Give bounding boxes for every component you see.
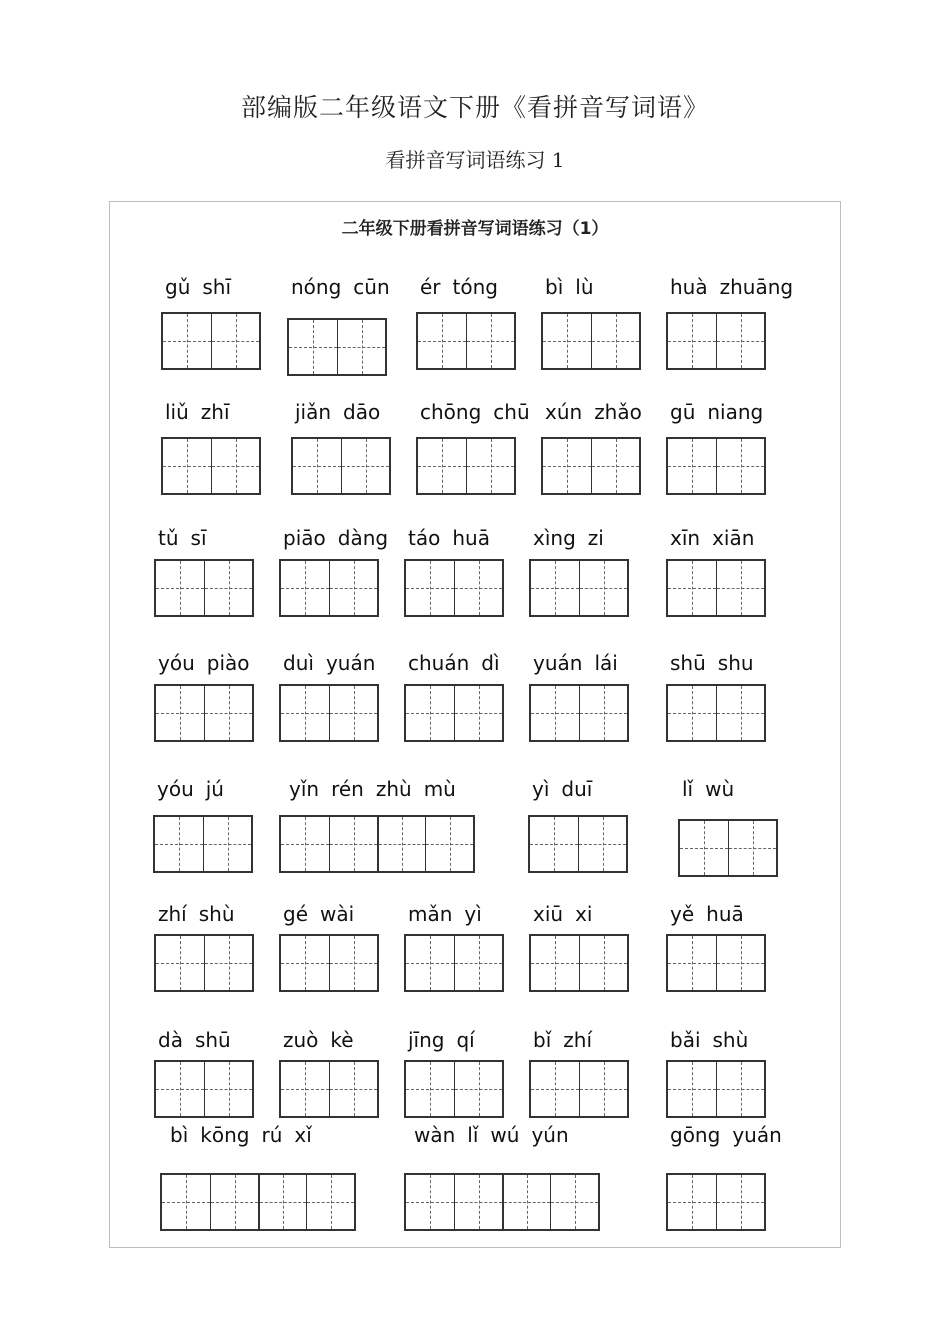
pinyin-syllable: zhí bbox=[563, 1028, 592, 1052]
writing-grid[interactable] bbox=[529, 559, 629, 617]
pinyin-syllable: bǎi bbox=[670, 1028, 701, 1052]
writing-grid[interactable] bbox=[161, 437, 261, 495]
character-cell[interactable] bbox=[454, 1062, 502, 1116]
pinyin-syllable: piāo bbox=[283, 526, 326, 550]
character-cell[interactable] bbox=[454, 936, 502, 990]
character-cell[interactable] bbox=[680, 821, 728, 875]
pinyin-syllable: bì bbox=[170, 1123, 189, 1147]
pinyin-syllable: piào bbox=[206, 651, 250, 675]
character-cell[interactable] bbox=[418, 439, 466, 493]
character-cell[interactable] bbox=[466, 314, 514, 368]
document-title: 部编版二年级语文下册《看拼音写词语》 bbox=[240, 93, 709, 122]
pinyin-label bbox=[545, 275, 606, 301]
pinyin-syllable: sī bbox=[190, 526, 207, 550]
pinyin-label bbox=[165, 275, 243, 301]
pinyin-syllable: tǔ bbox=[158, 526, 179, 550]
pinyin-syllable: gū bbox=[670, 400, 696, 424]
pinyin-syllable: yún bbox=[531, 1123, 569, 1147]
writing-grid[interactable] bbox=[279, 684, 379, 742]
pinyin-syllable: shù bbox=[712, 1028, 749, 1052]
writing-grid[interactable] bbox=[666, 312, 766, 370]
pinyin-label bbox=[170, 1123, 324, 1149]
pinyin-syllable: chū bbox=[493, 400, 530, 424]
pinyin-syllable: tóng bbox=[452, 275, 498, 299]
pinyin-syllable: xi bbox=[575, 902, 593, 926]
pinyin-syllable: duī bbox=[561, 777, 593, 801]
writing-grid[interactable] bbox=[154, 559, 254, 617]
pinyin-label bbox=[283, 526, 400, 552]
character-cell[interactable] bbox=[591, 439, 639, 493]
pinyin-label bbox=[408, 651, 512, 677]
worksheet bbox=[109, 201, 841, 1248]
pinyin-label bbox=[670, 400, 775, 426]
character-cell[interactable] bbox=[425, 817, 473, 871]
pinyin-syllable: gé bbox=[283, 902, 308, 926]
pinyin-syllable: wàn bbox=[414, 1123, 456, 1147]
pinyin-syllable: bì bbox=[545, 275, 564, 299]
pinyin-syllable: yì bbox=[532, 777, 550, 801]
writing-grid[interactable] bbox=[154, 934, 254, 992]
pinyin-syllable: mù bbox=[423, 777, 456, 801]
character-cell[interactable] bbox=[716, 1175, 764, 1229]
writing-grid[interactable] bbox=[404, 1060, 504, 1118]
character-cell[interactable] bbox=[531, 561, 579, 615]
pinyin-syllable: shī bbox=[202, 275, 232, 299]
pinyin-syllable: zhí bbox=[158, 902, 187, 926]
pinyin-syllable: gōng bbox=[670, 1123, 721, 1147]
pinyin-syllable: yì bbox=[464, 902, 482, 926]
character-cell[interactable] bbox=[163, 439, 211, 493]
pinyin-syllable: táo bbox=[408, 526, 441, 550]
pinyin-syllable: yóu bbox=[158, 651, 195, 675]
pinyin-syllable: kōng bbox=[200, 1123, 250, 1147]
pinyin-syllable: qí bbox=[456, 1028, 475, 1052]
character-cell[interactable] bbox=[258, 1175, 306, 1229]
writing-grid[interactable] bbox=[287, 318, 387, 376]
character-cell[interactable] bbox=[716, 686, 764, 740]
character-cell[interactable] bbox=[406, 561, 454, 615]
pinyin-syllable: xìng bbox=[533, 526, 576, 550]
pinyin-label bbox=[408, 1028, 487, 1054]
writing-grid[interactable] bbox=[279, 815, 475, 873]
writing-grid[interactable] bbox=[154, 1060, 254, 1118]
pinyin-syllable: yóu bbox=[157, 777, 194, 801]
character-cell[interactable] bbox=[163, 314, 211, 368]
character-cell[interactable] bbox=[204, 686, 252, 740]
pinyin-syllable: jú bbox=[205, 777, 224, 801]
character-cell[interactable] bbox=[550, 1175, 598, 1229]
pinyin-syllable: chuán bbox=[408, 651, 470, 675]
character-cell[interactable] bbox=[454, 561, 502, 615]
pinyin-syllable: wú bbox=[490, 1123, 520, 1147]
character-cell[interactable] bbox=[531, 686, 579, 740]
character-cell[interactable] bbox=[306, 1175, 354, 1229]
character-cell[interactable] bbox=[579, 686, 627, 740]
pinyin-syllable: zuò bbox=[283, 1028, 319, 1052]
pinyin-syllable: jīng bbox=[408, 1028, 445, 1052]
pinyin-label bbox=[165, 400, 242, 426]
writing-grid[interactable] bbox=[666, 437, 766, 495]
writing-grid[interactable] bbox=[666, 559, 766, 617]
writing-grid[interactable] bbox=[291, 437, 391, 495]
pinyin-syllable: huà bbox=[670, 275, 708, 299]
character-cell[interactable] bbox=[329, 561, 377, 615]
character-cell[interactable] bbox=[281, 686, 329, 740]
pinyin-syllable: yuán bbox=[533, 651, 583, 675]
document-subtitle: 看拼音写词语练习 1 bbox=[385, 148, 565, 172]
pinyin-label bbox=[670, 651, 766, 677]
pinyin-syllable: lǐ bbox=[467, 1123, 479, 1147]
pinyin-label bbox=[533, 651, 630, 677]
pinyin-syllable: xún bbox=[545, 400, 583, 424]
character-cell[interactable] bbox=[211, 439, 259, 493]
pinyin-syllable: xǐ bbox=[294, 1123, 312, 1147]
pinyin-label bbox=[670, 275, 805, 301]
writing-grid[interactable] bbox=[529, 1060, 629, 1118]
character-cell[interactable] bbox=[204, 561, 252, 615]
pinyin-syllable: zi bbox=[587, 526, 604, 550]
pinyin-syllable: zhī bbox=[200, 400, 230, 424]
character-cell[interactable] bbox=[155, 817, 203, 871]
writing-grid[interactable] bbox=[154, 684, 254, 742]
pinyin-syllable: xiū bbox=[533, 902, 564, 926]
pinyin-label bbox=[158, 1028, 243, 1054]
character-cell[interactable] bbox=[716, 314, 764, 368]
pinyin-label bbox=[289, 777, 468, 803]
pinyin-label bbox=[670, 1028, 760, 1054]
writing-grid[interactable] bbox=[416, 437, 516, 495]
character-cell[interactable] bbox=[668, 561, 716, 615]
pinyin-syllable: shu bbox=[717, 651, 754, 675]
pinyin-syllable: wài bbox=[320, 902, 355, 926]
character-cell[interactable] bbox=[211, 314, 259, 368]
worksheet-title: 二年级下册看拼音写词语练习（1） bbox=[341, 219, 609, 239]
character-cell[interactable] bbox=[591, 314, 639, 368]
character-cell[interactable] bbox=[418, 314, 466, 368]
pinyin-syllable: jiǎn bbox=[295, 400, 332, 424]
character-cell[interactable] bbox=[579, 1062, 627, 1116]
writing-grid[interactable] bbox=[666, 1173, 766, 1231]
pinyin-syllable: zhǎo bbox=[594, 400, 642, 424]
character-cell[interactable] bbox=[668, 1175, 716, 1229]
character-cell[interactable] bbox=[716, 936, 764, 990]
writing-grid[interactable] bbox=[678, 819, 778, 877]
character-cell[interactable] bbox=[156, 1062, 204, 1116]
writing-grid[interactable] bbox=[528, 815, 628, 873]
pinyin-syllable: dàng bbox=[337, 526, 389, 550]
writing-grid[interactable] bbox=[541, 312, 641, 370]
writing-grid[interactable] bbox=[529, 934, 629, 992]
pinyin-label bbox=[408, 902, 494, 928]
character-cell[interactable] bbox=[716, 439, 764, 493]
character-cell[interactable] bbox=[162, 1175, 210, 1229]
character-cell[interactable] bbox=[466, 439, 514, 493]
character-cell[interactable] bbox=[530, 817, 578, 871]
character-cell[interactable] bbox=[329, 936, 377, 990]
pinyin-label bbox=[158, 651, 262, 677]
character-cell[interactable] bbox=[716, 1062, 764, 1116]
character-cell[interactable] bbox=[406, 686, 454, 740]
writing-grid[interactable] bbox=[666, 934, 766, 992]
pinyin-label bbox=[532, 777, 604, 803]
character-cell[interactable] bbox=[204, 936, 252, 990]
pinyin-syllable: huā bbox=[452, 526, 490, 550]
writing-grid[interactable] bbox=[666, 684, 766, 742]
pinyin-syllable: xīn bbox=[670, 526, 701, 550]
writing-grid[interactable] bbox=[404, 934, 504, 992]
pinyin-syllable: dāo bbox=[343, 400, 381, 424]
pinyin-syllable: wù bbox=[705, 777, 735, 801]
pinyin-syllable: shù bbox=[198, 902, 235, 926]
character-cell[interactable] bbox=[329, 1062, 377, 1116]
writing-grid[interactable] bbox=[161, 312, 261, 370]
writing-grid[interactable] bbox=[416, 312, 516, 370]
pinyin-syllable: rén bbox=[331, 777, 364, 801]
character-cell[interactable] bbox=[337, 320, 385, 374]
writing-grid[interactable] bbox=[404, 559, 504, 617]
character-cell[interactable] bbox=[668, 314, 716, 368]
character-cell[interactable] bbox=[579, 936, 627, 990]
writing-grid[interactable] bbox=[279, 559, 379, 617]
character-cell[interactable] bbox=[341, 439, 389, 493]
pinyin-syllable: yě bbox=[670, 902, 695, 926]
writing-grid[interactable] bbox=[160, 1173, 356, 1231]
pinyin-label bbox=[283, 902, 366, 928]
pinyin-syllable: shū bbox=[194, 1028, 231, 1052]
pinyin-label bbox=[414, 1123, 581, 1149]
character-cell[interactable] bbox=[204, 1062, 252, 1116]
character-cell[interactable] bbox=[668, 936, 716, 990]
pinyin-syllable: gǔ bbox=[165, 275, 191, 299]
character-cell[interactable] bbox=[728, 821, 776, 875]
character-cell[interactable] bbox=[579, 561, 627, 615]
pinyin-label bbox=[670, 526, 766, 552]
pinyin-label bbox=[283, 1028, 366, 1054]
pinyin-syllable: zhuāng bbox=[719, 275, 794, 299]
pinyin-syllable: mǎn bbox=[408, 902, 453, 926]
pinyin-syllable: lǐ bbox=[682, 777, 694, 801]
pinyin-label bbox=[283, 651, 387, 677]
writing-grid[interactable] bbox=[404, 1173, 600, 1231]
character-cell[interactable] bbox=[281, 817, 329, 871]
pinyin-label bbox=[533, 526, 616, 552]
character-cell[interactable] bbox=[543, 439, 591, 493]
pinyin-syllable: duì bbox=[283, 651, 314, 675]
pinyin-label bbox=[670, 1123, 794, 1149]
pinyin-syllable: dà bbox=[158, 1028, 183, 1052]
character-cell[interactable] bbox=[668, 1062, 716, 1116]
pinyin-syllable: bǐ bbox=[533, 1028, 552, 1052]
pinyin-syllable: liǔ bbox=[165, 400, 189, 424]
writing-grid[interactable] bbox=[541, 437, 641, 495]
pinyin-syllable: yǐn bbox=[289, 777, 320, 801]
pinyin-label bbox=[545, 400, 654, 426]
character-cell[interactable] bbox=[454, 686, 502, 740]
character-cell[interactable] bbox=[156, 936, 204, 990]
pinyin-label bbox=[158, 526, 219, 552]
character-cell[interactable] bbox=[454, 1175, 502, 1229]
character-cell[interactable] bbox=[668, 686, 716, 740]
character-cell[interactable] bbox=[578, 817, 626, 871]
writing-grid[interactable] bbox=[404, 684, 504, 742]
character-cell[interactable] bbox=[210, 1175, 258, 1229]
pinyin-syllable: chōng bbox=[420, 400, 482, 424]
pinyin-syllable: yuán bbox=[325, 651, 376, 675]
pinyin-label bbox=[420, 400, 542, 426]
character-cell[interactable] bbox=[502, 1175, 550, 1229]
pinyin-label bbox=[533, 902, 604, 928]
pinyin-syllable: kè bbox=[330, 1028, 354, 1052]
character-cell[interactable] bbox=[668, 439, 716, 493]
pinyin-syllable: nóng bbox=[291, 275, 342, 299]
character-cell[interactable] bbox=[716, 561, 764, 615]
writing-grid[interactable] bbox=[279, 1060, 379, 1118]
pinyin-syllable: zhù bbox=[375, 777, 412, 801]
writing-grid[interactable] bbox=[153, 815, 253, 873]
pinyin-syllable: dì bbox=[481, 651, 500, 675]
character-cell[interactable] bbox=[329, 817, 377, 871]
character-cell[interactable] bbox=[406, 1175, 454, 1229]
character-cell[interactable] bbox=[289, 320, 337, 374]
character-cell[interactable] bbox=[156, 686, 204, 740]
character-cell[interactable] bbox=[377, 817, 425, 871]
writing-grid[interactable] bbox=[279, 934, 379, 992]
pinyin-syllable: rú bbox=[261, 1123, 283, 1147]
writing-grid[interactable] bbox=[529, 684, 629, 742]
character-cell[interactable] bbox=[329, 686, 377, 740]
character-cell[interactable] bbox=[156, 561, 204, 615]
character-cell[interactable] bbox=[281, 1062, 329, 1116]
character-cell[interactable] bbox=[406, 1062, 454, 1116]
pinyin-syllable: niang bbox=[707, 400, 764, 424]
character-cell[interactable] bbox=[531, 936, 579, 990]
pinyin-syllable: yuán bbox=[732, 1123, 782, 1147]
pinyin-label bbox=[670, 902, 756, 928]
pinyin-label bbox=[408, 526, 502, 552]
pinyin-syllable: lù bbox=[575, 275, 594, 299]
pinyin-syllable: ér bbox=[420, 275, 441, 299]
character-cell[interactable] bbox=[281, 561, 329, 615]
pinyin-label bbox=[158, 902, 247, 928]
pinyin-syllable: lái bbox=[594, 651, 618, 675]
character-cell[interactable] bbox=[293, 439, 341, 493]
pinyin-label bbox=[420, 275, 510, 301]
character-cell[interactable] bbox=[543, 314, 591, 368]
pinyin-syllable: shū bbox=[670, 651, 706, 675]
pinyin-syllable: cūn bbox=[353, 275, 390, 299]
pinyin-label bbox=[291, 275, 402, 301]
pinyin-syllable: xiān bbox=[712, 526, 755, 550]
character-cell[interactable] bbox=[203, 817, 251, 871]
pinyin-label bbox=[295, 400, 392, 426]
pinyin-label bbox=[533, 1028, 604, 1054]
writing-grid[interactable] bbox=[666, 1060, 766, 1118]
pinyin-syllable: huā bbox=[706, 902, 744, 926]
character-cell[interactable] bbox=[406, 936, 454, 990]
character-cell[interactable] bbox=[531, 1062, 579, 1116]
pinyin-label bbox=[157, 777, 236, 803]
character-cell[interactable] bbox=[281, 936, 329, 990]
pinyin-label bbox=[682, 777, 746, 803]
